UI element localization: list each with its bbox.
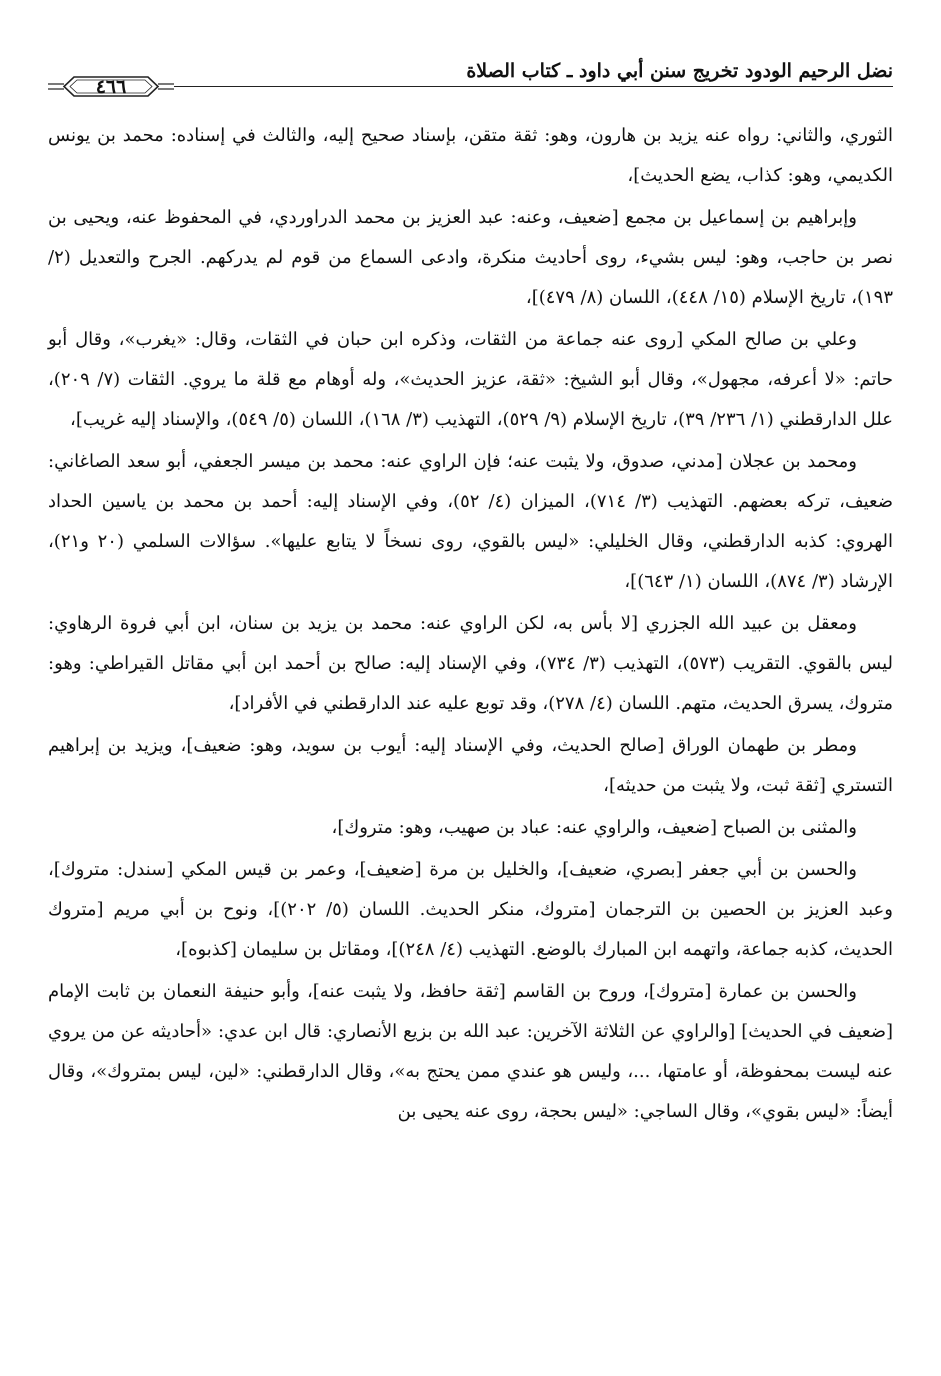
book-page [48, 40, 893, 1366]
running-title: نضل الرحيم الودود تخريج سنن أبي داود ـ كتاب الصلاة [466, 60, 893, 82]
paragraph: والحسن بن أبي جعفر [بصري، ضعيف]، والخليل بن مرة [ضعيف]، وعمر بن قيس المكي [سندل: متروك]، وعبد العزيز بن الحصين بن الترجمان [متروك، منكر الحديث. اللسان (٥/ ٢٠٢)]، ونوح بن أبي مريم [متروك الحديث، كذبه جماعة، واتهمه ابن المبارك بالوضع. التهذيب (٤/ ٢٤٨)]، ومقاتل بن سليمان [كذبوه]، [48, 859, 893, 960]
paragraph: والمثنى بن الصباح [ضعيف، والراوي عنه: عباد بن صهيب، وهو: متروك]، [331, 817, 857, 838]
paragraph: ومعقل بن عبيد الله الجزري [لا بأس به، لكن الراوي عنه: محمد بن يزيد بن سنان، ابن أبي فروة الرهاوي: ليس بالقوي. التقريب (٥٧٣)، التهذيب (٣/ ٧٣٤)، وفي الإسناد إليه: صالح بن أحمد ابن أبي مقاتل القيراطي: وهو: متروك، يسرق الحديث، متهم. اللسان (٤/ ٢٧٨)، وقد توبع عليه عند الدارقطني في الأفراد]، [48, 613, 893, 714]
page-header [48, 40, 893, 108]
page-body [48, 116, 893, 1132]
paragraph: ومحمد بن عجلان [مدني، صدوق، ولا يثبت عنه؛ فإن الراوي عنه: محمد بن ميسر الجعفي، أبو سعد الصاغاني: ضعيف، تركه بعضهم. التهذيب (٣/ ٧١٤)، الميزان (٤/ ٥٢)، وفي الإسناد إليه: أحمد بن محمد بن ياسين الحداد الهروي: كذبه الدارقطني، وقال الخليلي: «ليس بالقوي، روى نسخاً لا يتابع عليها». سؤالات السلمي (٢٠ و٢١)، الإرشاد (٣/ ٨٧٤)، اللسان (١/ ٦٤٣)]، [48, 451, 893, 592]
page-number-ornament [48, 75, 174, 99]
paragraph: الثوري، والثاني: رواه عنه يزيد بن هارون، وهو: ثقة متقن، بإسناد صحيح إليه، والثالث في إسناده: محمد بن يونس الكديمي، وهو: كذاب، يضع الحديث]، [48, 125, 893, 186]
paragraph: ومطر بن طهمان الوراق [صالح الحديث، وفي الإسناد إليه: أيوب بن سويد، وهو: ضعيف]، ويزيد بن إبراهيم التستري [ثقة ثبت، ولا يثبت من حديثه]، [48, 735, 893, 796]
paragraph: وعلي بن صالح المكي [روى عنه جماعة من الثقات، وذكره ابن حبان في الثقات، وقال: «يغرب»، وقال أبو حاتم: «لا أعرفه، مجهول»، وقال أبو الشيخ: «ثقة، عزيز الحديث»، وله أوهام مع قلة ما يروي. الثقات (٧/ ٢٠٩)، علل الدارقطني (١/ ٢٣٦/ ٣٩)، تاريخ الإسلام (٩/ ٥٢٩)، التهذيب (٣/ ١٦٨)، اللسان (٥/ ٥٤٩)، والإسناد إليه غريب]، [48, 329, 893, 430]
header-rule [48, 86, 893, 87]
paragraph: وإبراهيم بن إسماعيل بن مجمع [ضعيف، وعنه: عبد العزيز بن محمد الدراوردي، في المحفوظ عنه، ويحيى بن نصر بن حاجب، وهو: ليس بشيء، روى أحاديث منكرة، وادعى السماع من قوم لم يدركهم. الجرح والتعديل (٢/ ١٩٣)، تاريخ الإسلام (١٥/ ٤٤٨)، اللسان (٨/ ٤٧٩)]، [48, 207, 893, 308]
page-number: ٤٦٦ [95, 76, 127, 98]
paragraph: والحسن بن عمارة [متروك]، وروح بن القاسم [ثقة حافظ، ولا يثبت عنه]، وأبو حنيفة النعمان بن ثابت الإمام [ضعيف في الحديث] [والراوي عن الثلاثة الآخرين: عبد الله بن بزيع الأنصاري: قال ابن عدي: «أحاديثه عن من يروي عنه ليست بمحفوظة، أو عامتها، ...، وليس هو عندي ممن يحتج به»، وقال الدارقطني: «لين، ليس بمتروك»، وقال أيضاً: «ليس بقوي»، وقال الساجي: «ليس بحجة، روى عنه يحيى بن [48, 981, 893, 1122]
